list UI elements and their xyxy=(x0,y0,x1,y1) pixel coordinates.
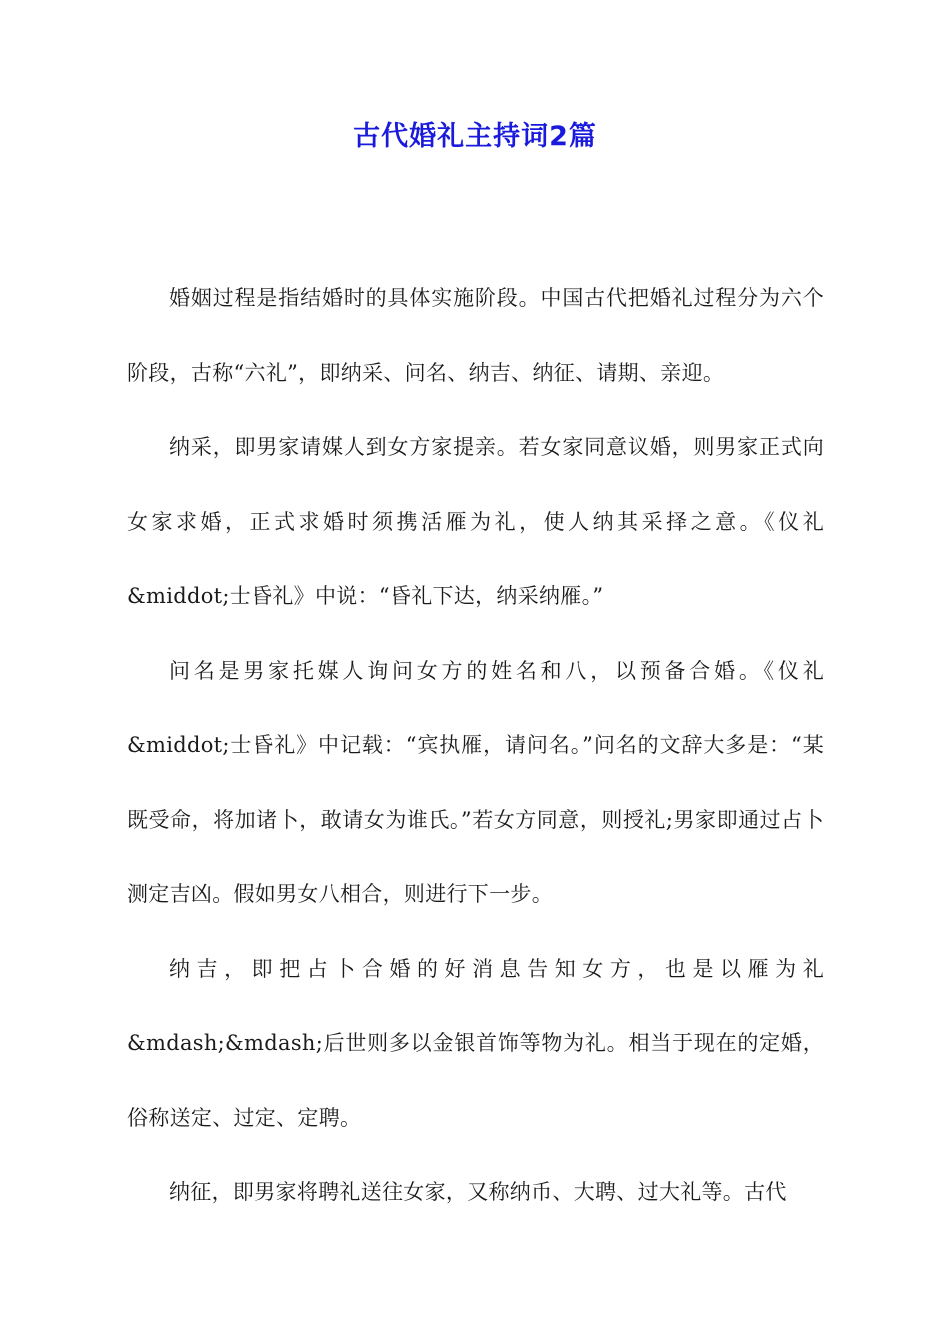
document-body xyxy=(127,261,824,1230)
paragraph: 问名是男家托媒人询问女方的姓名和八，以预备合婚。《仪礼&middot;士昏礼》中记载：“宾执雁，请问名。”问名的文辞大多是：“某既受命，将加诸卜，敢请女为谁氏。”若女方同意，则授礼;男家即通过占卜测定吉凶。假如男女八相合，则进行下一步。 xyxy=(127,658,824,906)
paragraph: 纳征，即男家将聘礼送往女家，又称纳币、大聘、过大礼等。古代 xyxy=(169,1180,787,1204)
paragraph: 纳采，即男家请媒人到女方家提亲。若女家同意议婚，则男家正式向女家求婚，正式求婚时须携活雁为礼，使人纳其采择之意。《仪礼&middot;士昏礼》中说：“昏礼下达，纳采纳雁。” xyxy=(127,435,824,608)
paragraph: 婚姻过程是指结婚时的具体实施阶段。中国古代把婚礼过程分为六个阶段，古称“六礼”，即纳采、问名、纳吉、纳征、请期、亲迎。 xyxy=(127,286,824,385)
document-title: 古代婚礼主持词2篇 xyxy=(353,121,597,152)
paragraph: 纳吉，即把占卜合婚的好消息告知女方，也是以雁为礼&mdash;&mdash;后世则多以金银首饰等物为礼。相当于现在的定婚，俗称送定、过定、定聘。 xyxy=(127,956,824,1130)
